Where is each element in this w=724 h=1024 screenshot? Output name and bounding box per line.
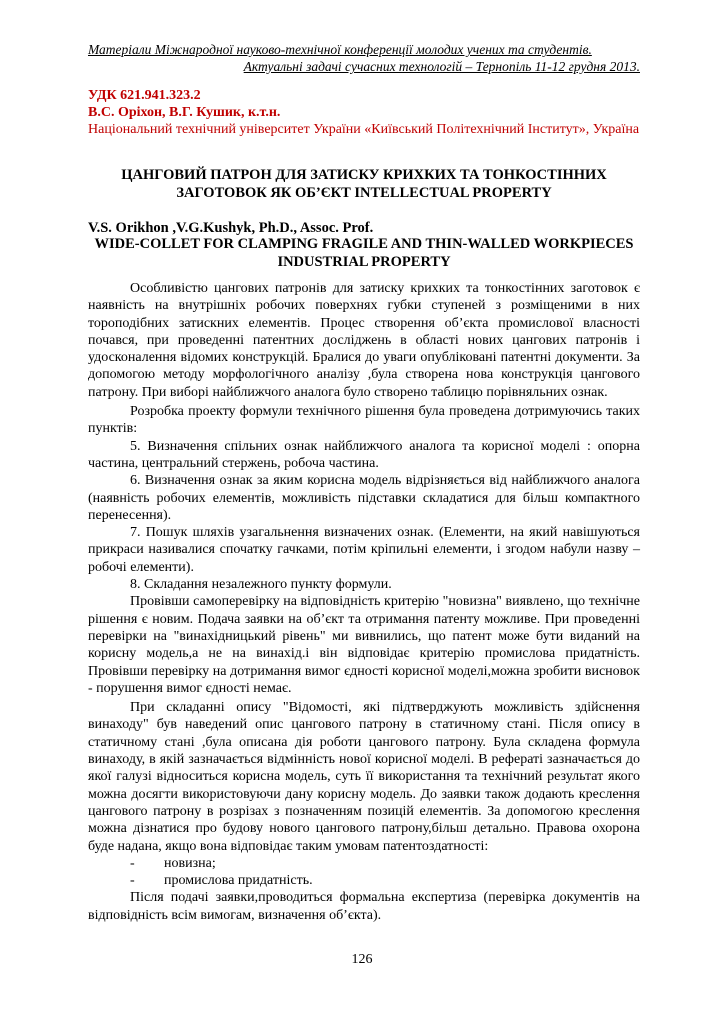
paragraph: 8. Складання незалежного пункту формули.: [130, 577, 392, 593]
authors-ua: В.С. Оріхон, В.Г. Кушик, к.т.н.: [88, 105, 281, 120]
list-item: [88, 872, 640, 889]
authors-en: V.S. Orikhon ,V.G.Kushyk, Ph.D., Assoc. Prof.: [88, 220, 374, 236]
title-ua: ЦАНГОВИЙ ПАТРОН ДЛЯ ЗАТИСКУ КРИХКИХ ТА ТОНКОСТІННИХ ЗАГОТОВОК ЯК ОБ’ЄКТ INTELLECTUAL PROPERTY: [121, 167, 607, 201]
paragraph: 6. Визначення ознак за яким корисна модель відрізняється від найближчого аналога (наявність робочих елементів, можливість підставки складатися для більш компактного перенесення).: [88, 473, 640, 523]
paragraph: Провівши самоперевірку на відповідність критерію "новизна" виявлено, що технічне рішення є новим. Подача заявки на об’єкт та отримання патенту можливе. При проведенні перевірки на "винахідницький рівень" ми вивнились, що патент може бути виданий на корисну модель,а не на винахід.і він відповідає критерію промислова придатність. Провівши перевірку на дотримання вимог єдності корисної моделі,можна зробити висновок - порушення вимог єдності немає.: [88, 594, 640, 696]
conference-header-line2: Актуальні задачі сучасних технологій – Тернопіль 11-12 грудня 2013.: [243, 59, 640, 74]
list-item: [88, 855, 640, 872]
list-item-text: новизна;: [164, 855, 216, 871]
paragraph: 5. Визначення спільних ознак найближчого аналога та корисної моделі : опорна частина, центральний стержень, робоча частина.: [88, 438, 640, 471]
title-en: WIDE-COLLET FOR CLAMPING FRAGILE AND THIN-WALLED WORKPIECES INDUSTRIAL PROPERTY: [94, 236, 634, 270]
article-body: [88, 280, 640, 924]
paragraph: Особливістю цангових патронів для затиску крихких та тонкостінних заготовок є наявність на внутрішніх робочих поверхнях губки ступеней з розміщеними в них тороподібних затискних елементів. Процес створення об’єкта промислової власності почався, при проведенні патентних досліджень в області нових цангових патронів і удосконалення відомих конструкцій. Бралися до уваги опубліковані патентні документи. За допомогою методу морфологічного аналізу ,була створена нова конструкція цангового патрону. При виборі найближчого аналога було створено таблицю порівняльних ознак.: [88, 281, 640, 400]
list-dash: -: [130, 855, 135, 871]
paragraph: Розробка проекту формули технічного рішення була проведена дотримуючись таких пунктів:: [88, 404, 640, 437]
list-dash: -: [130, 873, 135, 889]
udk-code: УДК 621.941.323.2: [88, 88, 201, 103]
conference-header-line1: Матеріали Міжнародної науково-технічної конференції молодих учених та студентів.: [88, 42, 592, 57]
paragraph: Після подачі заявки,проводиться формальна експертиза (перевірка документів на відповідність всім вимогам, визначення об’єкта).: [88, 890, 640, 923]
page-number: 126: [351, 952, 373, 967]
affiliation: Національний технічний університет України «Київський Політехнічний Інститут», Україна: [88, 122, 640, 137]
paragraph: При складанні опису "Відомості, які підтверджують можливість здійснення винаходу" був наведений опис цангового патрону в статичному стані. Після опису в статичному стані ,була описана дія роботи цангового патрону. Була складена формула винаходу, в якій зазначається відмінність нової корисної моделі. В рефераті зазначається до якої галузі відноситься корисна модель, суть її використання та технічний результат якого можна досягти використовуючи дану корисну модель. До заявки також додають креслення цангового патрону в розрізах з позначенням позицій елементів. За допомогою креслення можна дізнатися про будову нового цангового патрону,більш детально. Правова охорона буде надана, якщо вона відповідає таким умовам патентоздатності:: [88, 700, 640, 854]
list-item-text: промислова придатність.: [164, 873, 313, 889]
paragraph: 7. Пошук шляхів узагальнення визначених ознак. (Елементи, на який навішуються прикраси називалися спочатку гачками, потім кріпильні елементи, і згодом набули назву – робочі елементи).: [88, 525, 640, 575]
